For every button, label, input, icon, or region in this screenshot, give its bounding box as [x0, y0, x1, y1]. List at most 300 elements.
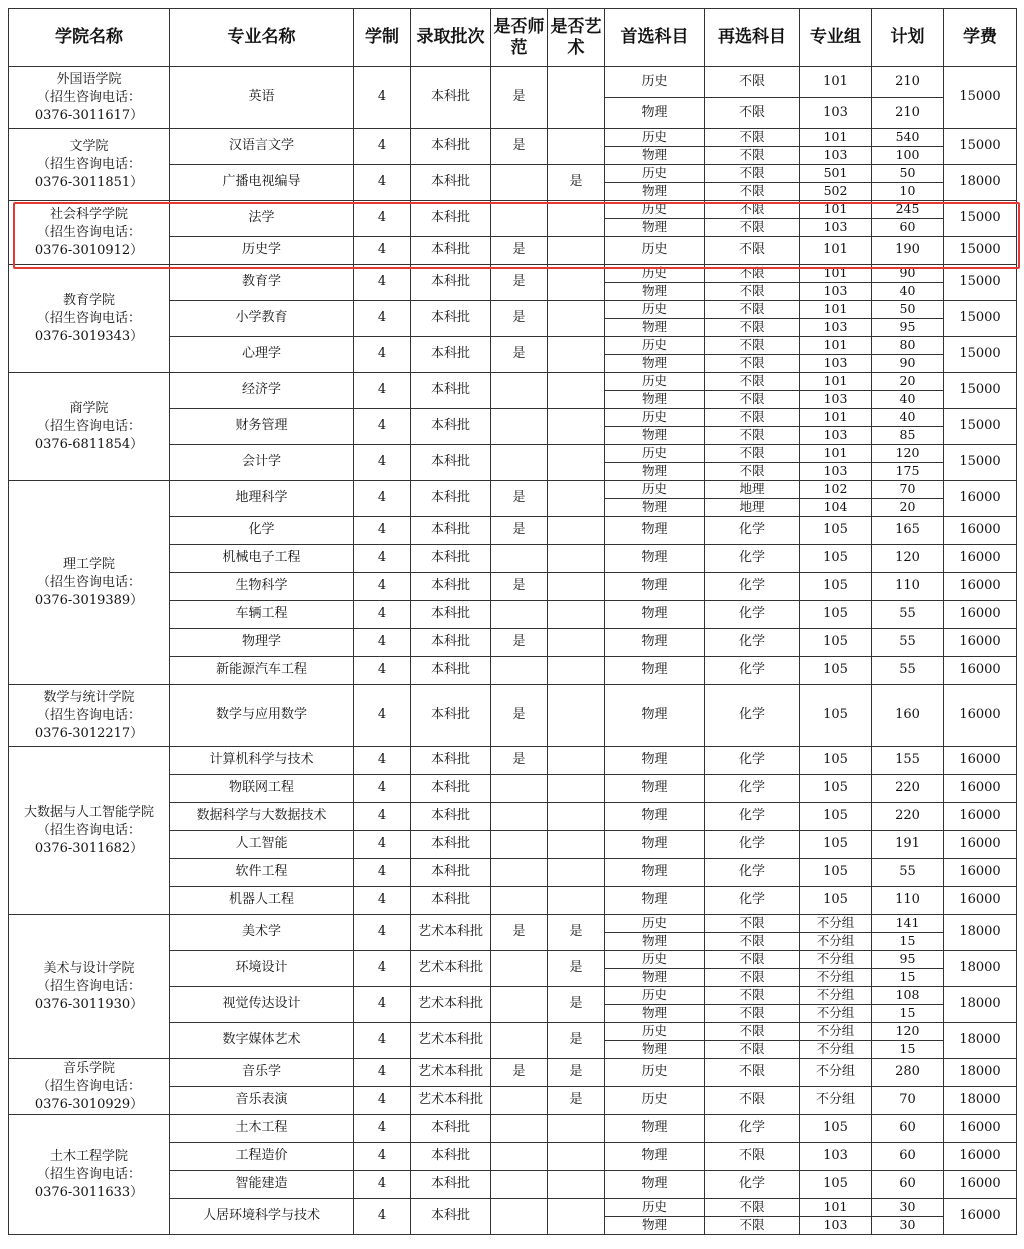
header-group: 专业组 [800, 9, 872, 67]
normal-cell [491, 1115, 548, 1143]
years-cell: 4 [354, 481, 411, 517]
years-cell: 4 [354, 1171, 411, 1199]
plan-cell: 95 [872, 951, 944, 969]
college-cell [9, 1059, 170, 1115]
plan-cell: 20 [872, 373, 944, 391]
years-cell: 4 [354, 573, 411, 601]
first-subject-cell: 历史 [605, 1023, 705, 1041]
group-cell: 不分组 [800, 951, 872, 969]
plan-cell: 40 [872, 391, 944, 409]
first-subject-cell: 物理 [605, 1217, 705, 1235]
major-name: 音乐学 [170, 1059, 354, 1087]
art-cell: 是 [548, 165, 605, 201]
art-cell [548, 67, 605, 129]
normal-cell [491, 1087, 548, 1115]
second-subject-cell: 地理 [705, 499, 800, 517]
normal-cell [491, 165, 548, 201]
batch-cell: 本科批 [411, 859, 491, 887]
second-subject-cell: 不限 [705, 201, 800, 219]
group-cell: 103 [800, 427, 872, 445]
normal-cell: 是 [491, 685, 548, 747]
years-cell: 4 [354, 657, 411, 685]
first-subject-cell: 历史 [605, 301, 705, 319]
batch-cell: 本科批 [411, 803, 491, 831]
batch-cell: 本科批 [411, 1171, 491, 1199]
group-cell: 101 [800, 237, 872, 265]
first-subject-cell: 物理 [605, 887, 705, 915]
table-row [9, 747, 1017, 775]
header-normal: 是否师范 [491, 9, 548, 67]
years-cell: 4 [354, 201, 411, 237]
group-cell: 103 [800, 319, 872, 337]
major-name: 汉语言文学 [170, 129, 354, 165]
first-subject-cell: 历史 [605, 915, 705, 933]
first-subject-cell: 物理 [605, 517, 705, 545]
first-subject-cell: 物理 [605, 1115, 705, 1143]
second-subject-cell: 化学 [705, 803, 800, 831]
college-cell [9, 265, 170, 373]
first-subject-cell: 历史 [605, 337, 705, 355]
group-cell: 502 [800, 183, 872, 201]
plan-cell: 70 [872, 1087, 944, 1115]
first-subject-cell: 物理 [605, 747, 705, 775]
first-subject-cell: 物理 [605, 573, 705, 601]
second-subject-cell: 不限 [705, 183, 800, 201]
major-name: 机械电子工程 [170, 545, 354, 573]
plan-cell: 55 [872, 657, 944, 685]
normal-cell [491, 775, 548, 803]
second-subject-cell: 化学 [705, 887, 800, 915]
batch-cell: 本科批 [411, 545, 491, 573]
college-num: 0376-3011930） [34, 996, 144, 1012]
college-phone: （招生咨询电话： [36, 418, 141, 434]
fee-cell: 16000 [944, 831, 1017, 859]
plan-cell: 141 [872, 915, 944, 933]
major-name: 人工智能 [170, 831, 354, 859]
second-subject-cell: 不限 [705, 67, 800, 98]
plan-cell: 120 [872, 1023, 944, 1041]
college-cell [9, 201, 170, 265]
batch-cell: 本科批 [411, 409, 491, 445]
first-subject-cell: 物理 [605, 147, 705, 165]
normal-cell: 是 [491, 129, 548, 165]
header-plan: 计划 [872, 9, 944, 67]
plan-cell: 160 [872, 685, 944, 747]
normal-cell: 是 [491, 237, 548, 265]
second-subject-cell: 不限 [705, 147, 800, 165]
fee-cell: 18000 [944, 951, 1017, 987]
group-cell: 101 [800, 337, 872, 355]
header-major: 专业名称 [170, 9, 354, 67]
group-cell: 101 [800, 409, 872, 427]
college-name: 外国语学院 [56, 71, 122, 87]
first-subject-cell: 物理 [605, 183, 705, 201]
major-name: 化学 [170, 517, 354, 545]
college-cell [9, 1115, 170, 1235]
normal-cell: 是 [491, 517, 548, 545]
fee-cell: 18000 [944, 987, 1017, 1023]
second-subject-cell: 不限 [705, 319, 800, 337]
batch-cell: 本科批 [411, 629, 491, 657]
fee-cell: 15000 [944, 265, 1017, 301]
batch-cell: 本科批 [411, 657, 491, 685]
batch-cell: 本科批 [411, 445, 491, 481]
major-name: 经济学 [170, 373, 354, 409]
college-name: 土木工程学院 [49, 1148, 128, 1164]
art-cell [548, 1171, 605, 1199]
batch-cell: 本科批 [411, 1143, 491, 1171]
plan-cell: 40 [872, 283, 944, 301]
table-row [9, 1059, 1017, 1087]
first-subject-cell: 物理 [605, 657, 705, 685]
normal-cell [491, 409, 548, 445]
first-subject-cell: 历史 [605, 1059, 705, 1087]
second-subject-cell: 化学 [705, 685, 800, 747]
art-cell: 是 [548, 987, 605, 1023]
major-name: 数据科学与大数据技术 [170, 803, 354, 831]
first-subject-cell: 历史 [605, 445, 705, 463]
group-cell: 103 [800, 98, 872, 129]
first-subject-cell: 物理 [605, 685, 705, 747]
college-num: 0376-3019343） [34, 328, 144, 344]
normal-cell [491, 859, 548, 887]
major-name: 数学与应用数学 [170, 685, 354, 747]
group-cell: 102 [800, 481, 872, 499]
art-cell [548, 1115, 605, 1143]
fee-cell: 18000 [944, 1023, 1017, 1059]
plan-cell: 120 [872, 445, 944, 463]
art-cell [548, 409, 605, 445]
first-subject-cell: 物理 [605, 1143, 705, 1171]
batch-cell: 本科批 [411, 373, 491, 409]
years-cell: 4 [354, 987, 411, 1023]
plan-cell: 175 [872, 463, 944, 481]
years-cell: 4 [354, 629, 411, 657]
college-name: 大数据与人工智能学院 [23, 804, 154, 820]
fee-cell: 15000 [944, 373, 1017, 409]
fee-cell: 16000 [944, 1199, 1017, 1235]
second-subject-cell: 化学 [705, 573, 800, 601]
table-row [9, 915, 1017, 933]
group-cell: 101 [800, 265, 872, 283]
major-name: 物理学 [170, 629, 354, 657]
art-cell [548, 545, 605, 573]
group-cell: 103 [800, 147, 872, 165]
art-cell: 是 [548, 951, 605, 987]
batch-cell: 本科批 [411, 887, 491, 915]
first-subject-cell: 物理 [605, 803, 705, 831]
group-cell: 不分组 [800, 1005, 872, 1023]
second-subject-cell: 不限 [705, 301, 800, 319]
batch-cell: 本科批 [411, 237, 491, 265]
second-subject-cell: 不限 [705, 445, 800, 463]
fee-cell: 15000 [944, 129, 1017, 165]
second-subject-cell: 不限 [705, 337, 800, 355]
fee-cell: 16000 [944, 545, 1017, 573]
college-num: 0376-3012217） [34, 725, 144, 741]
major-name: 小学教育 [170, 301, 354, 337]
second-subject-cell: 不限 [705, 98, 800, 129]
plan-cell: 60 [872, 1171, 944, 1199]
first-subject-cell: 物理 [605, 283, 705, 301]
college-cell [9, 685, 170, 747]
college-num: 0376-3010929） [34, 1096, 144, 1112]
table-row [9, 129, 1017, 147]
batch-cell: 本科批 [411, 67, 491, 129]
art-cell [548, 859, 605, 887]
plan-cell: 60 [872, 219, 944, 237]
art-cell [548, 685, 605, 747]
fee-cell: 15000 [944, 67, 1017, 129]
first-subject-cell: 历史 [605, 409, 705, 427]
art-cell [548, 265, 605, 301]
art-cell [548, 201, 605, 237]
college-phone: （招生咨询电话： [36, 822, 141, 838]
plan-cell: 30 [872, 1217, 944, 1235]
fee-cell: 15000 [944, 201, 1017, 237]
group-cell: 105 [800, 573, 872, 601]
college-num: 0376-3011851） [34, 174, 144, 190]
art-cell [548, 573, 605, 601]
second-subject-cell: 不限 [705, 409, 800, 427]
group-cell: 105 [800, 803, 872, 831]
plan-cell: 15 [872, 1041, 944, 1059]
plan-cell: 191 [872, 831, 944, 859]
first-subject-cell: 物理 [605, 775, 705, 803]
college-name: 理工学院 [62, 556, 115, 572]
batch-cell: 本科批 [411, 1115, 491, 1143]
first-subject-cell: 历史 [605, 165, 705, 183]
second-subject-cell: 化学 [705, 775, 800, 803]
college-num: 0376-3011682） [34, 840, 144, 856]
fee-cell: 18000 [944, 1059, 1017, 1087]
years-cell: 4 [354, 887, 411, 915]
years-cell: 4 [354, 1059, 411, 1087]
normal-cell [491, 601, 548, 629]
group-cell: 101 [800, 445, 872, 463]
major-name: 地理科学 [170, 481, 354, 517]
years-cell: 4 [354, 859, 411, 887]
second-subject-cell: 化学 [705, 657, 800, 685]
second-subject-cell: 不限 [705, 355, 800, 373]
plan-cell: 55 [872, 601, 944, 629]
group-cell: 103 [800, 1217, 872, 1235]
group-cell: 105 [800, 629, 872, 657]
art-cell: 是 [548, 915, 605, 951]
normal-cell: 是 [491, 301, 548, 337]
plan-cell: 60 [872, 1143, 944, 1171]
plan-cell: 120 [872, 545, 944, 573]
fee-cell: 16000 [944, 887, 1017, 915]
art-cell [548, 803, 605, 831]
second-subject-cell: 不限 [705, 129, 800, 147]
batch-cell: 本科批 [411, 481, 491, 517]
major-name: 工程造价 [170, 1143, 354, 1171]
batch-cell: 本科批 [411, 831, 491, 859]
college-cell [9, 67, 170, 129]
batch-cell: 本科批 [411, 685, 491, 747]
college-num: 0376-3011633） [34, 1184, 144, 1200]
plan-cell: 15 [872, 933, 944, 951]
group-cell: 105 [800, 517, 872, 545]
first-subject-cell: 物理 [605, 319, 705, 337]
fee-cell: 18000 [944, 1087, 1017, 1115]
art-cell [548, 775, 605, 803]
batch-cell: 本科批 [411, 165, 491, 201]
header-batch: 录取批次 [411, 9, 491, 67]
college-num: 0376-3019389） [34, 592, 144, 608]
major-name: 历史学 [170, 237, 354, 265]
art-cell [548, 237, 605, 265]
header-fee: 学费 [944, 9, 1017, 67]
table-row [9, 481, 1017, 499]
art-cell: 是 [548, 1059, 605, 1087]
group-cell: 105 [800, 545, 872, 573]
normal-cell [491, 1023, 548, 1059]
batch-cell: 本科批 [411, 775, 491, 803]
normal-cell [491, 887, 548, 915]
major-name: 美术学 [170, 915, 354, 951]
major-name: 音乐表演 [170, 1087, 354, 1115]
second-subject-cell: 不限 [705, 933, 800, 951]
first-subject-cell: 物理 [605, 859, 705, 887]
group-cell: 105 [800, 1171, 872, 1199]
fee-cell: 15000 [944, 445, 1017, 481]
second-subject-cell: 化学 [705, 601, 800, 629]
first-subject-cell: 历史 [605, 201, 705, 219]
plan-cell: 15 [872, 969, 944, 987]
major-name: 新能源汽车工程 [170, 657, 354, 685]
plan-cell: 108 [872, 987, 944, 1005]
plan-cell: 85 [872, 427, 944, 445]
fee-cell: 16000 [944, 601, 1017, 629]
plan-cell: 50 [872, 165, 944, 183]
years-cell: 4 [354, 775, 411, 803]
table-row [9, 1115, 1017, 1143]
first-subject-cell: 历史 [605, 67, 705, 98]
plan-cell: 15 [872, 1005, 944, 1023]
first-subject-cell: 物理 [605, 969, 705, 987]
plan-cell: 110 [872, 887, 944, 915]
major-name: 数字媒体艺术 [170, 1023, 354, 1059]
major-name: 智能建造 [170, 1171, 354, 1199]
normal-cell [491, 1199, 548, 1235]
major-name: 英语 [170, 67, 354, 129]
first-subject-cell: 物理 [605, 831, 705, 859]
table-row [9, 201, 1017, 219]
group-cell: 不分组 [800, 1087, 872, 1115]
second-subject-cell: 地理 [705, 481, 800, 499]
group-cell: 不分组 [800, 1023, 872, 1041]
group-cell: 不分组 [800, 1059, 872, 1087]
normal-cell [491, 803, 548, 831]
group-cell: 不分组 [800, 987, 872, 1005]
first-subject-cell: 物理 [605, 219, 705, 237]
years-cell: 4 [354, 831, 411, 859]
group-cell: 103 [800, 1143, 872, 1171]
art-cell [548, 129, 605, 165]
first-subject-cell: 历史 [605, 265, 705, 283]
major-name: 物联网工程 [170, 775, 354, 803]
first-subject-cell: 物理 [605, 629, 705, 657]
group-cell: 101 [800, 129, 872, 147]
normal-cell: 是 [491, 1059, 548, 1087]
second-subject-cell: 不限 [705, 373, 800, 391]
header-years: 学制 [354, 9, 411, 67]
second-subject-cell: 化学 [705, 831, 800, 859]
batch-cell: 艺术本科批 [411, 1023, 491, 1059]
plan-cell: 80 [872, 337, 944, 355]
normal-cell [491, 373, 548, 409]
college-phone: （招生咨询电话： [36, 224, 141, 240]
second-subject-cell: 不限 [705, 1041, 800, 1059]
second-subject-cell: 不限 [705, 1023, 800, 1041]
major-name: 生物科学 [170, 573, 354, 601]
second-subject-cell: 不限 [705, 237, 800, 265]
plan-cell: 155 [872, 747, 944, 775]
plan-cell: 60 [872, 1115, 944, 1143]
batch-cell: 本科批 [411, 265, 491, 301]
header-art: 是否艺术 [548, 9, 605, 67]
batch-cell: 本科批 [411, 747, 491, 775]
fee-cell: 16000 [944, 517, 1017, 545]
years-cell: 4 [354, 1023, 411, 1059]
normal-cell [491, 1171, 548, 1199]
college-phone: （招生咨询电话： [36, 89, 141, 105]
plan-cell: 210 [872, 98, 944, 129]
second-subject-cell: 不限 [705, 987, 800, 1005]
plan-cell: 50 [872, 301, 944, 319]
college-phone: （招生咨询电话： [36, 574, 141, 590]
plan-cell: 90 [872, 355, 944, 373]
major-name: 教育学 [170, 265, 354, 301]
admission-plan-table [8, 8, 1017, 1235]
plan-cell: 220 [872, 803, 944, 831]
second-subject-cell: 不限 [705, 265, 800, 283]
group-cell: 105 [800, 831, 872, 859]
plan-cell: 245 [872, 201, 944, 219]
fee-cell: 16000 [944, 1115, 1017, 1143]
art-cell [548, 747, 605, 775]
art-cell [548, 831, 605, 859]
major-name: 财务管理 [170, 409, 354, 445]
batch-cell: 本科批 [411, 1199, 491, 1235]
first-subject-cell: 历史 [605, 237, 705, 265]
first-subject-cell: 物理 [605, 98, 705, 129]
college-phone: （招生咨询电话： [36, 1078, 141, 1094]
second-subject-cell: 化学 [705, 1171, 800, 1199]
normal-cell: 是 [491, 265, 548, 301]
college-name: 美术与设计学院 [43, 960, 135, 976]
normal-cell: 是 [491, 629, 548, 657]
fee-cell: 16000 [944, 747, 1017, 775]
college-cell [9, 373, 170, 481]
header-college: 学院名称 [9, 9, 170, 67]
second-subject-cell: 不限 [705, 427, 800, 445]
fee-cell: 16000 [944, 1171, 1017, 1199]
college-name: 文学院 [69, 138, 109, 154]
college-name: 教育学院 [62, 292, 115, 308]
group-cell: 104 [800, 499, 872, 517]
batch-cell: 艺术本科批 [411, 951, 491, 987]
first-subject-cell: 历史 [605, 1199, 705, 1217]
group-cell: 101 [800, 373, 872, 391]
normal-cell [491, 1143, 548, 1171]
fee-cell: 16000 [944, 803, 1017, 831]
group-cell: 105 [800, 1115, 872, 1143]
years-cell: 4 [354, 373, 411, 409]
college-cell [9, 915, 170, 1059]
